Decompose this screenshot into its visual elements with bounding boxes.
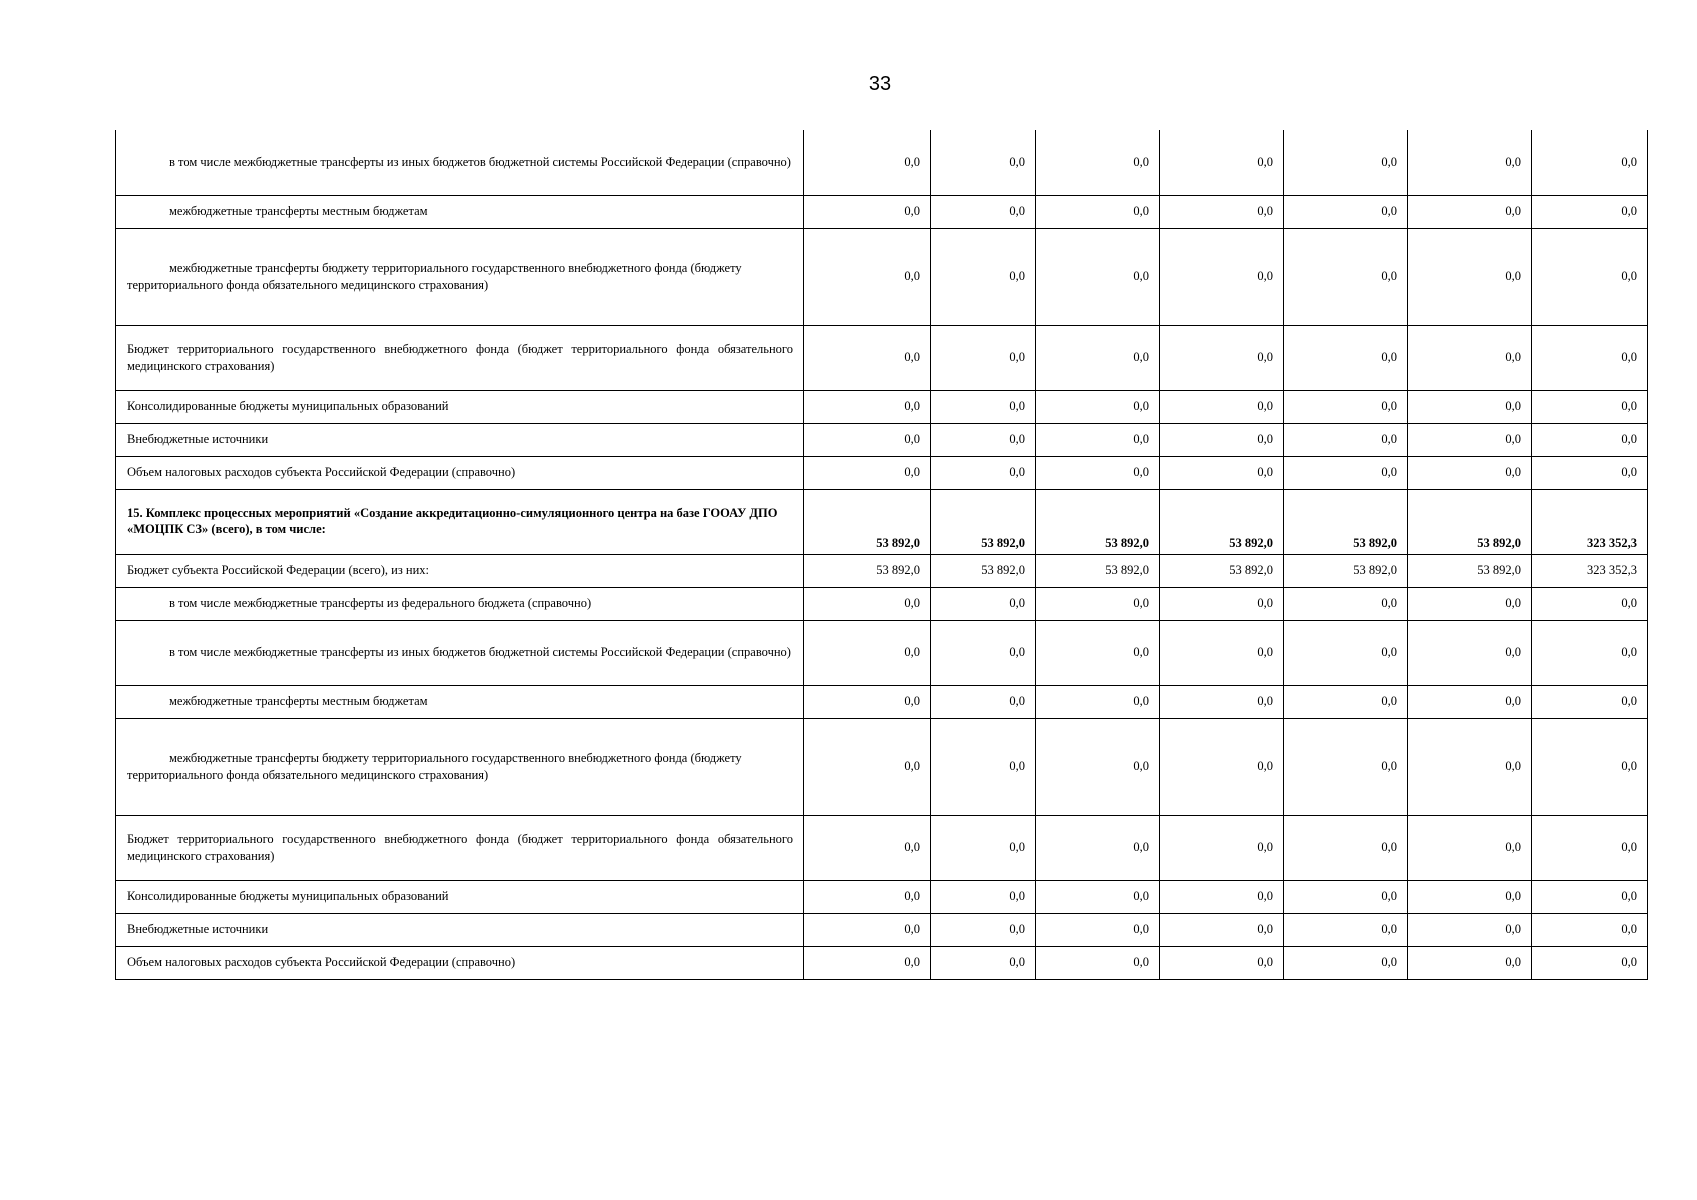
table-row	[116, 130, 1648, 195]
row-label: межбюджетные трансферты бюджету территориального государственного внебюджетного фонда (бюджету территориального фонда обязательного медицинского страхования)	[127, 750, 742, 782]
value-cell: 0,0	[1160, 130, 1284, 195]
row-label-cell	[116, 946, 804, 979]
value-cell: 0,0	[1036, 130, 1160, 195]
row-label-cell	[116, 489, 804, 554]
value-cell: 0,0	[1532, 390, 1648, 423]
value-cell: 0,0	[1284, 620, 1408, 685]
value-cell: 0,0	[1408, 946, 1532, 979]
table-body	[116, 130, 1648, 979]
row-label-cell	[116, 195, 804, 228]
value-cell: 0,0	[1532, 620, 1648, 685]
row-label-cell	[116, 554, 804, 587]
row-label: Внебюджетные источники	[127, 432, 269, 447]
value-cell: 0,0	[931, 423, 1036, 456]
value-cell: 0,0	[804, 587, 931, 620]
value-cell: 0,0	[931, 390, 1036, 423]
value-cell: 0,0	[1160, 228, 1284, 325]
value-cell: 0,0	[1532, 456, 1648, 489]
row-label: Бюджет территориального государственного внебюджетного фонда (бюджет территориального фонда обязательного медицинского страхования)	[127, 831, 793, 863]
row-label-cell	[116, 685, 804, 718]
value-cell: 0,0	[931, 913, 1036, 946]
value-cell: 53 892,0	[1160, 554, 1284, 587]
value-cell: 0,0	[1036, 325, 1160, 390]
value-cell: 0,0	[804, 325, 931, 390]
value-cell: 53 892,0	[1408, 554, 1532, 587]
table-row	[116, 587, 1648, 620]
row-label-cell	[116, 718, 804, 815]
value-cell: 0,0	[804, 620, 931, 685]
row-label: Объем налоговых расходов субъекта Российской Федерации (справочно)	[127, 465, 516, 480]
value-cell: 0,0	[804, 456, 931, 489]
table-row	[116, 489, 1648, 554]
value-cell: 0,0	[1532, 815, 1648, 880]
value-cell: 0,0	[1284, 685, 1408, 718]
row-label: Бюджет субъекта Российской Федерации (всего), из них:	[127, 563, 430, 578]
value-cell: 0,0	[1284, 456, 1408, 489]
row-label: Бюджет территориального государственного внебюджетного фонда (бюджет территориального фонда обязательного медицинского страхования)	[127, 341, 793, 373]
value-cell: 0,0	[1408, 195, 1532, 228]
table-row	[116, 815, 1648, 880]
value-cell: 0,0	[1036, 620, 1160, 685]
value-cell: 0,0	[1160, 620, 1284, 685]
value-cell: 0,0	[1408, 587, 1532, 620]
row-label: в том числе межбюджетные трансферты из иных бюджетов бюджетной системы Российской Федерации (справочно)	[169, 154, 791, 169]
table-row	[116, 456, 1648, 489]
value-cell: 0,0	[1408, 456, 1532, 489]
value-cell: 0,0	[931, 815, 1036, 880]
value-cell: 53 892,0	[931, 489, 1036, 554]
value-cell: 0,0	[1284, 880, 1408, 913]
table-row	[116, 390, 1648, 423]
row-label-cell	[116, 228, 804, 325]
value-cell: 0,0	[1036, 718, 1160, 815]
value-cell: 53 892,0	[1036, 489, 1160, 554]
value-cell: 0,0	[1284, 913, 1408, 946]
value-cell: 0,0	[1532, 130, 1648, 195]
row-label-cell	[116, 456, 804, 489]
value-cell: 0,0	[1160, 390, 1284, 423]
value-cell: 53 892,0	[804, 554, 931, 587]
page-number: 33	[868, 73, 892, 95]
value-cell: 0,0	[1284, 815, 1408, 880]
row-label: в том числе межбюджетные трансферты из федерального бюджета (справочно)	[169, 596, 592, 611]
value-cell: 0,0	[1532, 718, 1648, 815]
value-cell: 0,0	[931, 228, 1036, 325]
value-cell: 0,0	[804, 130, 931, 195]
value-cell: 0,0	[1532, 325, 1648, 390]
row-label-cell	[116, 587, 804, 620]
value-cell: 0,0	[1036, 815, 1160, 880]
value-cell: 0,0	[931, 195, 1036, 228]
value-cell: 0,0	[1036, 587, 1160, 620]
row-label-cell	[116, 390, 804, 423]
value-cell: 0,0	[1284, 718, 1408, 815]
value-cell: 0,0	[1160, 423, 1284, 456]
value-cell: 0,0	[1408, 815, 1532, 880]
value-cell: 0,0	[1284, 130, 1408, 195]
value-cell: 53 892,0	[1284, 489, 1408, 554]
value-cell: 0,0	[1160, 815, 1284, 880]
table-row	[116, 195, 1648, 228]
value-cell: 0,0	[1036, 946, 1160, 979]
value-cell: 0,0	[931, 587, 1036, 620]
value-cell: 0,0	[1532, 423, 1648, 456]
value-cell: 0,0	[804, 228, 931, 325]
table-row	[116, 913, 1648, 946]
value-cell: 0,0	[1036, 228, 1160, 325]
value-cell: 53 892,0	[1160, 489, 1284, 554]
value-cell: 0,0	[1036, 685, 1160, 718]
table-row	[116, 620, 1648, 685]
value-cell: 0,0	[931, 946, 1036, 979]
value-cell: 0,0	[1408, 620, 1532, 685]
value-cell: 53 892,0	[804, 489, 931, 554]
table-row	[116, 423, 1648, 456]
row-label: Внебюджетные источники	[127, 922, 269, 937]
value-cell: 0,0	[1160, 880, 1284, 913]
row-label-cell	[116, 423, 804, 456]
table-row	[116, 228, 1648, 325]
value-cell: 0,0	[804, 946, 931, 979]
value-cell: 0,0	[1532, 685, 1648, 718]
value-cell: 0,0	[1532, 880, 1648, 913]
value-cell: 323 352,3	[1532, 554, 1648, 587]
value-cell: 0,0	[1408, 913, 1532, 946]
value-cell: 0,0	[1160, 913, 1284, 946]
value-cell: 53 892,0	[1408, 489, 1532, 554]
table-row	[116, 554, 1648, 587]
value-cell: 0,0	[1408, 130, 1532, 195]
value-cell: 0,0	[1160, 718, 1284, 815]
value-cell: 0,0	[1036, 390, 1160, 423]
value-cell: 0,0	[804, 423, 931, 456]
row-label: межбюджетные трансферты бюджету территориального государственного внебюджетного фонда (бюджету территориального фонда обязательного медицинского страхования)	[127, 260, 742, 292]
value-cell: 0,0	[1284, 390, 1408, 423]
value-cell: 0,0	[931, 685, 1036, 718]
value-cell: 0,0	[1408, 423, 1532, 456]
row-label-cell	[116, 913, 804, 946]
value-cell: 0,0	[804, 815, 931, 880]
row-label: в том числе межбюджетные трансферты из иных бюджетов бюджетной системы Российской Федерации (справочно)	[169, 645, 791, 660]
row-label-cell	[116, 130, 804, 195]
table-row	[116, 946, 1648, 979]
value-cell: 0,0	[1284, 195, 1408, 228]
value-cell: 0,0	[804, 390, 931, 423]
value-cell: 0,0	[931, 718, 1036, 815]
value-cell: 0,0	[1284, 946, 1408, 979]
value-cell: 0,0	[804, 718, 931, 815]
value-cell: 0,0	[1160, 325, 1284, 390]
value-cell: 0,0	[1036, 913, 1160, 946]
value-cell: 0,0	[931, 880, 1036, 913]
value-cell: 0,0	[1284, 423, 1408, 456]
value-cell: 0,0	[1036, 423, 1160, 456]
row-label: Консолидированные бюджеты муниципальных образований	[127, 399, 449, 414]
value-cell: 0,0	[1532, 195, 1648, 228]
value-cell: 0,0	[931, 325, 1036, 390]
value-cell: 0,0	[1160, 946, 1284, 979]
value-cell: 0,0	[1408, 390, 1532, 423]
row-label-cell	[116, 325, 804, 390]
value-cell: 53 892,0	[1036, 554, 1160, 587]
row-label: межбюджетные трансферты местным бюджетам	[169, 204, 428, 219]
value-cell: 0,0	[1036, 195, 1160, 228]
budget-table	[115, 130, 1648, 980]
value-cell: 0,0	[931, 456, 1036, 489]
value-cell: 0,0	[1532, 913, 1648, 946]
table-row	[116, 718, 1648, 815]
row-label: межбюджетные трансферты местным бюджетам	[169, 694, 428, 709]
value-cell: 323 352,3	[1532, 489, 1648, 554]
value-cell: 0,0	[1532, 228, 1648, 325]
value-cell: 0,0	[1532, 587, 1648, 620]
value-cell: 0,0	[931, 620, 1036, 685]
row-label-cell	[116, 815, 804, 880]
table-row	[116, 880, 1648, 913]
value-cell: 0,0	[1160, 685, 1284, 718]
value-cell: 0,0	[1408, 325, 1532, 390]
row-label: 15. Комплекс процессных мероприятий «Создание аккредитационно-симуляционного центра на базе ГООАУ ДПО «МОЦПК СЗ» (всего), в том числе:	[127, 505, 778, 537]
value-cell: 0,0	[1408, 880, 1532, 913]
value-cell: 0,0	[804, 685, 931, 718]
value-cell: 0,0	[1408, 685, 1532, 718]
value-cell: 0,0	[1284, 587, 1408, 620]
row-label: Объем налоговых расходов субъекта Российской Федерации (справочно)	[127, 955, 516, 970]
value-cell: 0,0	[804, 913, 931, 946]
value-cell: 0,0	[1284, 228, 1408, 325]
row-label-cell	[116, 880, 804, 913]
row-label-cell	[116, 620, 804, 685]
value-cell: 53 892,0	[931, 554, 1036, 587]
value-cell: 0,0	[1532, 946, 1648, 979]
table-row	[116, 325, 1648, 390]
value-cell: 0,0	[1160, 456, 1284, 489]
value-cell: 53 892,0	[1284, 554, 1408, 587]
row-label: Консолидированные бюджеты муниципальных образований	[127, 889, 449, 904]
value-cell: 0,0	[1408, 228, 1532, 325]
value-cell: 0,0	[1160, 587, 1284, 620]
value-cell: 0,0	[1036, 880, 1160, 913]
value-cell: 0,0	[1408, 718, 1532, 815]
value-cell: 0,0	[804, 880, 931, 913]
value-cell: 0,0	[1284, 325, 1408, 390]
table-row	[116, 685, 1648, 718]
value-cell: 0,0	[804, 195, 931, 228]
value-cell: 0,0	[1160, 195, 1284, 228]
value-cell: 0,0	[931, 130, 1036, 195]
value-cell: 0,0	[1036, 456, 1160, 489]
